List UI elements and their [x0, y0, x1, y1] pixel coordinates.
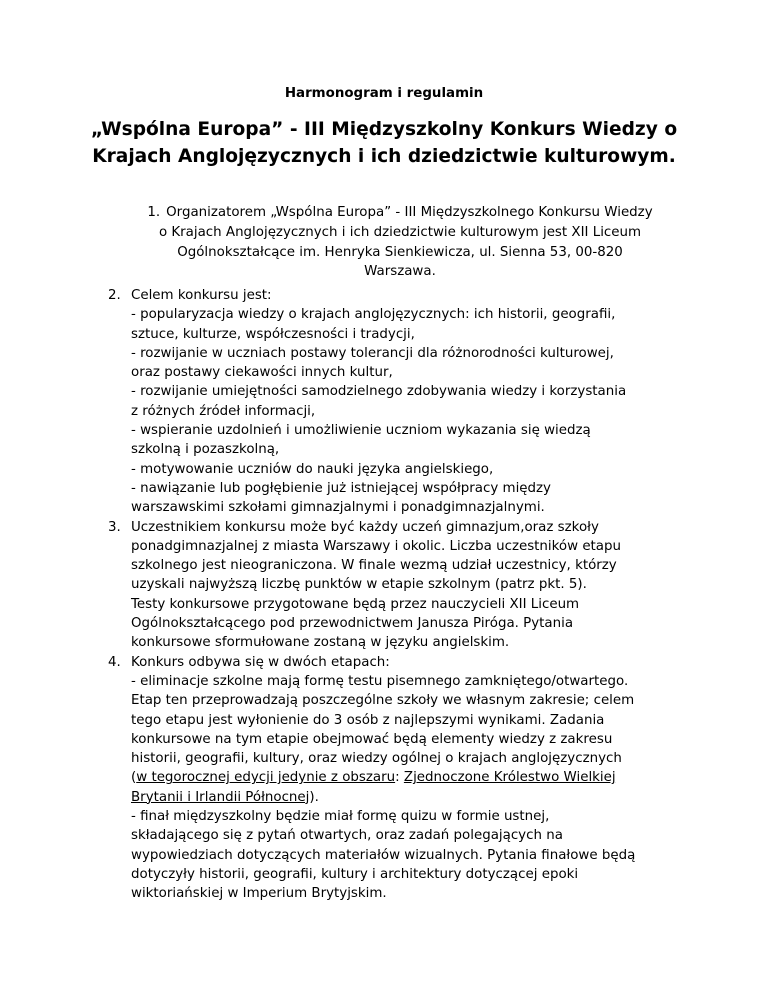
- list-item-1: [100, 203, 700, 282]
- list-number: 1.: [147, 205, 161, 220]
- list-item-line: ponadgimnazjalnej z miasta Warszawy i okolic. Liczba uczestników etapu: [131, 538, 621, 554]
- list-item-line: Etap ten przeprowadzają poszczególne szkoły we własnym zakresie; celem: [131, 693, 635, 709]
- list-item-line: - nawiązanie lub pogłębienie już istniejącej współpracy między: [131, 480, 551, 496]
- list-item-3: [108, 518, 688, 653]
- list-item-line: szkolnego jest nieograniczona. W finale wezmą udział uczestnicy, którzy: [131, 558, 617, 574]
- list-item-line: - rozwijanie umiejętności samodzielnego zdobywania wiedzy i korzystania: [131, 384, 627, 400]
- list-item-line: konkursowe na tym etapie obejmować będą elementy wiedzy z zakresu: [131, 731, 613, 747]
- list-number: 3.: [108, 519, 121, 535]
- list-item-line: konkursowe sformułowane zostaną w języku angielskim.: [131, 635, 510, 651]
- list-item-line: dotyczyły historii, geografii, kultury i architektury dotyczącej epoki: [131, 866, 579, 882]
- list-item-line: Brytanii i Irlandii Północnej).: [131, 789, 319, 805]
- list-item-line: Konkurs odbywa się w dwóch etapach:: [131, 654, 390, 670]
- numbered-list: [108, 286, 688, 904]
- list-item-line: oraz postawy ciekawości innych kultur,: [131, 365, 393, 381]
- list-item-line: - rozwijanie w uczniach postawy tolerancji dla różnorodności kulturowej,: [131, 345, 614, 361]
- list-item-line: Uczestnikiem konkursu może być każdy uczeń gimnazjum,oraz szkoły: [131, 519, 599, 535]
- list-item-line: Celem konkursu jest:: [131, 288, 272, 303]
- list-item-line: z różnych źródeł informacji,: [131, 403, 316, 419]
- list-item-line: warszawskimi szkołami gimnazjalnymi i ponadgimnazjalnymi.: [131, 500, 545, 516]
- list-number: 2.: [108, 288, 121, 303]
- list-number: 4.: [108, 654, 121, 670]
- list-item-line: składającego się z pytań otwartych, oraz zadań polegających na: [131, 828, 563, 844]
- list-item-2: [108, 286, 688, 518]
- list-item-line: - motywowanie uczniów do nauki języka angielskiego,: [131, 461, 494, 477]
- list-item-line: historii, geografii, kultury, oraz wiedzy ogólnej o krajach anglojęzycznych: [131, 751, 622, 767]
- list-item-line: szkolną i pozaszkolną,: [131, 442, 280, 458]
- list-item-line: tego etapu jest wyłonienie do 3 osób z najlepszymi wynikami. Zadania: [131, 712, 605, 728]
- title-line: „Wspólna Europa” - III Międzyszkolny Konkurs Wiedzy o: [90, 119, 678, 140]
- list-item-line: wiktoriańskiej w Imperium Brytyjskim.: [131, 886, 387, 902]
- list-item-line: Ogólnokształcące im. Henryka Sienkiewicza, ul. Sienna 53, 00-820: [177, 244, 623, 260]
- list-item-line: (w tegorocznej edycji jedynie z obszaru: Zjednoczone Królestwo Wielkiej: [131, 770, 616, 786]
- list-item-line: - finał międzyszkolny będzie miał formę quizu w formie ustnej,: [131, 809, 550, 825]
- list-item-line: o Krajach Anglojęzycznych i ich dziedzictwie kulturowym jest XII Liceum: [158, 224, 642, 240]
- list-item-line: wypowiedziach dotyczących materiałów wizualnych. Pytania finałowe będą: [131, 847, 636, 863]
- document-title: [70, 116, 698, 170]
- title-line: Krajach Anglojęzycznych i ich dziedzictwie kulturowym.: [92, 146, 676, 167]
- underlined-text: w tegorocznej edycji jedynie z obszaru: [136, 770, 396, 786]
- underlined-text: Brytanii i Irlandii Północnej: [131, 789, 310, 805]
- list-item-line: uzyskali najwyższą liczbę punktów w etapie szkolnym (patrz pkt. 5).: [131, 577, 587, 593]
- list-item-line: Warszawa.: [364, 264, 436, 280]
- document-header: Harmonogram i regulamin: [284, 86, 484, 101]
- list-item-line: - eliminacje szkolne mają formę testu pisemnego zamkniętego/otwartego.: [131, 673, 629, 689]
- list-item-line: 1. Organizatorem „Wspólna Europa” - III Międzyszkolnego Konkursu Wiedzy: [147, 205, 653, 220]
- list-item-line: Ogólnokształcącego pod przewodnictwem Janusza Piróga. Pytania: [131, 616, 574, 632]
- list-item-line: - wspieranie uzdolnień i umożliwienie uczniom wykazania się wiedzą: [131, 423, 591, 439]
- list-item-4: [108, 653, 688, 904]
- list-item-line: - popularyzacja wiedzy o krajach anglojęzycznych: ich historii, geografii,: [131, 307, 616, 323]
- underlined-text: Zjednoczone Królestwo Wielkiej: [403, 770, 616, 786]
- list-item-line: Testy konkursowe przygotowane będą przez nauczycieli XII Liceum: [131, 596, 580, 612]
- list-item-line: sztuce, kulturze, współczesności i tradycji,: [131, 326, 415, 342]
